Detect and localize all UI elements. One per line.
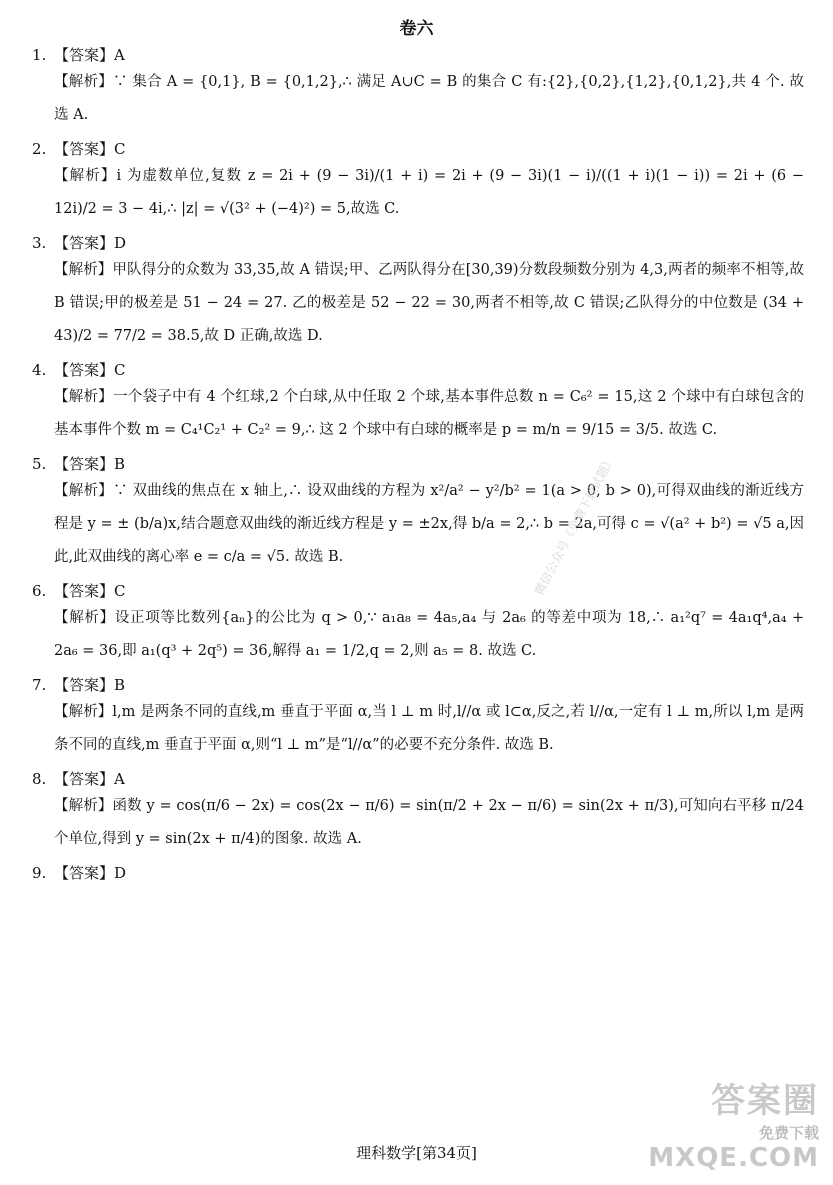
question-item bbox=[32, 580, 804, 668]
analysis-text: 【解析】∵ 双曲线的焦点在 x 轴上,∴ 设双曲线的方程为 x²/a² − y²/b² = 1(a > 0, b > 0),可得双曲线的渐近线方程是 y = ± (b/a)x,结合题意双曲线的渐近线方程是 y = ±2x,得 b/a = 2,∴ b = 2a,可得 c = √(a² + b²) = √5 a,因此,此双曲线的离心率 e = c/a = √5. 故选 B. bbox=[54, 483, 804, 565]
question-item bbox=[32, 359, 804, 447]
watermark-sub-text: 免费下载 bbox=[758, 1124, 819, 1142]
page-title: 卷六 bbox=[399, 19, 434, 39]
question-item bbox=[32, 674, 804, 762]
analysis-text: 【解析】∵ 集合 A = {0,1}, B = {0,1,2},∴ 满足 A∪C = B 的集合 C 有:{2},{0,2},{1,2},{0,1,2},共 4 个. 故选 A. bbox=[54, 74, 804, 123]
question-answer-line bbox=[32, 232, 804, 254]
answer-list bbox=[32, 44, 804, 890]
analysis-text: 【解析】l,m 是两条不同的直线,m 垂直于平面 α,当 l ⊥ m 时,l//α 或 l⊂α,反之,若 l//α,一定有 l ⊥ m,所以 l,m 是两条不同的直线,m 垂直于平面 α,则“l ⊥ m”是“l//α”的必要不充分条件. 故选 B. bbox=[54, 704, 804, 753]
question-item bbox=[32, 44, 804, 132]
analysis-text: 【解析】一个袋子中有 4 个红球,2 个白球,从中任取 2 个球,基本事件总数 n = C₆² = 15,这 2 个球中有白球包含的基本事件个数 m = C₄¹C₂¹ + C₂² = 9,∴ 这 2 个球中有白球的概率是 p = m/n = 9/15 = 3/5. 故选 C. bbox=[54, 389, 804, 438]
analysis-text: 【解析】函数 y = cos(π/6 − 2x) = cos(2x − π/6) = sin(π/2 + 2x − π/6) = sin(2x + π/3),可知向右平移 π/24 个单位,得到 y = sin(2x + π/4)的图象. 故选 A. bbox=[54, 798, 804, 847]
answer-label: 【答案】C bbox=[54, 140, 126, 158]
watermark-logo-text: 答案圈 bbox=[711, 1081, 819, 1121]
question-number: 7. bbox=[32, 676, 47, 694]
analysis-text: 【解析】甲队得分的众数为 33,35,故 A 错误;甲、乙两队得分在[30,39)分数段频数分别为 4,3,两者的频率不相等,故 B 错误;甲的极差是 51 − 24 = 27. 乙的极差是 52 − 22 = 30,两者不相等,故 C 错误;乙队得分的中位数是 (34 + 43)/2 = 77/2 = 38.5,故 D 正确,故选 D. bbox=[54, 262, 804, 344]
question-answer-line bbox=[32, 768, 804, 790]
question-answer-line bbox=[32, 674, 804, 696]
question-answer-line bbox=[32, 580, 804, 602]
question-number: 8. bbox=[32, 770, 47, 788]
question-number: 5. bbox=[32, 455, 47, 473]
analysis-text: 【解析】设正项等比数列{aₙ}的公比为 q > 0,∵ a₁a₈ = 4a₅,a₄ 与 2a₆ 的等差中项为 18,∴ a₁²q⁷ = 4a₁q⁴,a₄ + 2a₆ = 36,即 a₁(q³ + 2q⁵) = 36,解得 a₁ = 1/2,q = 2,则 a₅ = 8. 故选 C. bbox=[54, 610, 804, 659]
answer-label: 【答案】D bbox=[54, 234, 127, 252]
page-footer: 理科数学[第34页] bbox=[356, 1144, 477, 1162]
question-number: 3. bbox=[32, 234, 47, 252]
question-answer-line bbox=[32, 862, 804, 884]
answer-label: 【答案】A bbox=[54, 46, 125, 64]
question-answer-line bbox=[32, 138, 804, 160]
question-number: 6. bbox=[32, 582, 47, 600]
answer-label: 【答案】C bbox=[54, 582, 126, 600]
question-item bbox=[32, 138, 804, 226]
answer-label: 【答案】C bbox=[54, 361, 126, 379]
question-item bbox=[32, 453, 804, 574]
question-number: 9. bbox=[32, 864, 47, 882]
question-number: 1. bbox=[32, 46, 47, 64]
question-item bbox=[32, 232, 804, 353]
answer-label: 【答案】B bbox=[54, 455, 126, 473]
analysis-text: 【解析】i 为虚数单位,复数 z = 2i + (9 − 3i)/(1 + i) = 2i + (9 − 3i)(1 − i)/((1 + i)(1 − i)) = 2i + (6 − 12i)/2 = 3 − 4i,∴ |z| = √(3² + (−4)²) = 5,故选 C. bbox=[54, 168, 804, 217]
question-answer-line bbox=[32, 359, 804, 381]
answer-label: 【答案】B bbox=[54, 676, 126, 694]
question-number: 4. bbox=[32, 361, 47, 379]
question-answer-line bbox=[32, 44, 804, 66]
answer-label: 【答案】D bbox=[54, 864, 127, 882]
watermark-vertical-text: 微信公众号《免费下载试题》 bbox=[531, 453, 618, 598]
answer-label: 【答案】A bbox=[54, 770, 125, 788]
question-number: 2. bbox=[32, 140, 47, 158]
question-item bbox=[32, 768, 804, 856]
question-answer-line bbox=[32, 453, 804, 475]
question-item bbox=[32, 862, 804, 884]
watermark-logo bbox=[648, 1073, 819, 1173]
watermark-site-text: MXQE.COM bbox=[648, 1143, 819, 1173]
